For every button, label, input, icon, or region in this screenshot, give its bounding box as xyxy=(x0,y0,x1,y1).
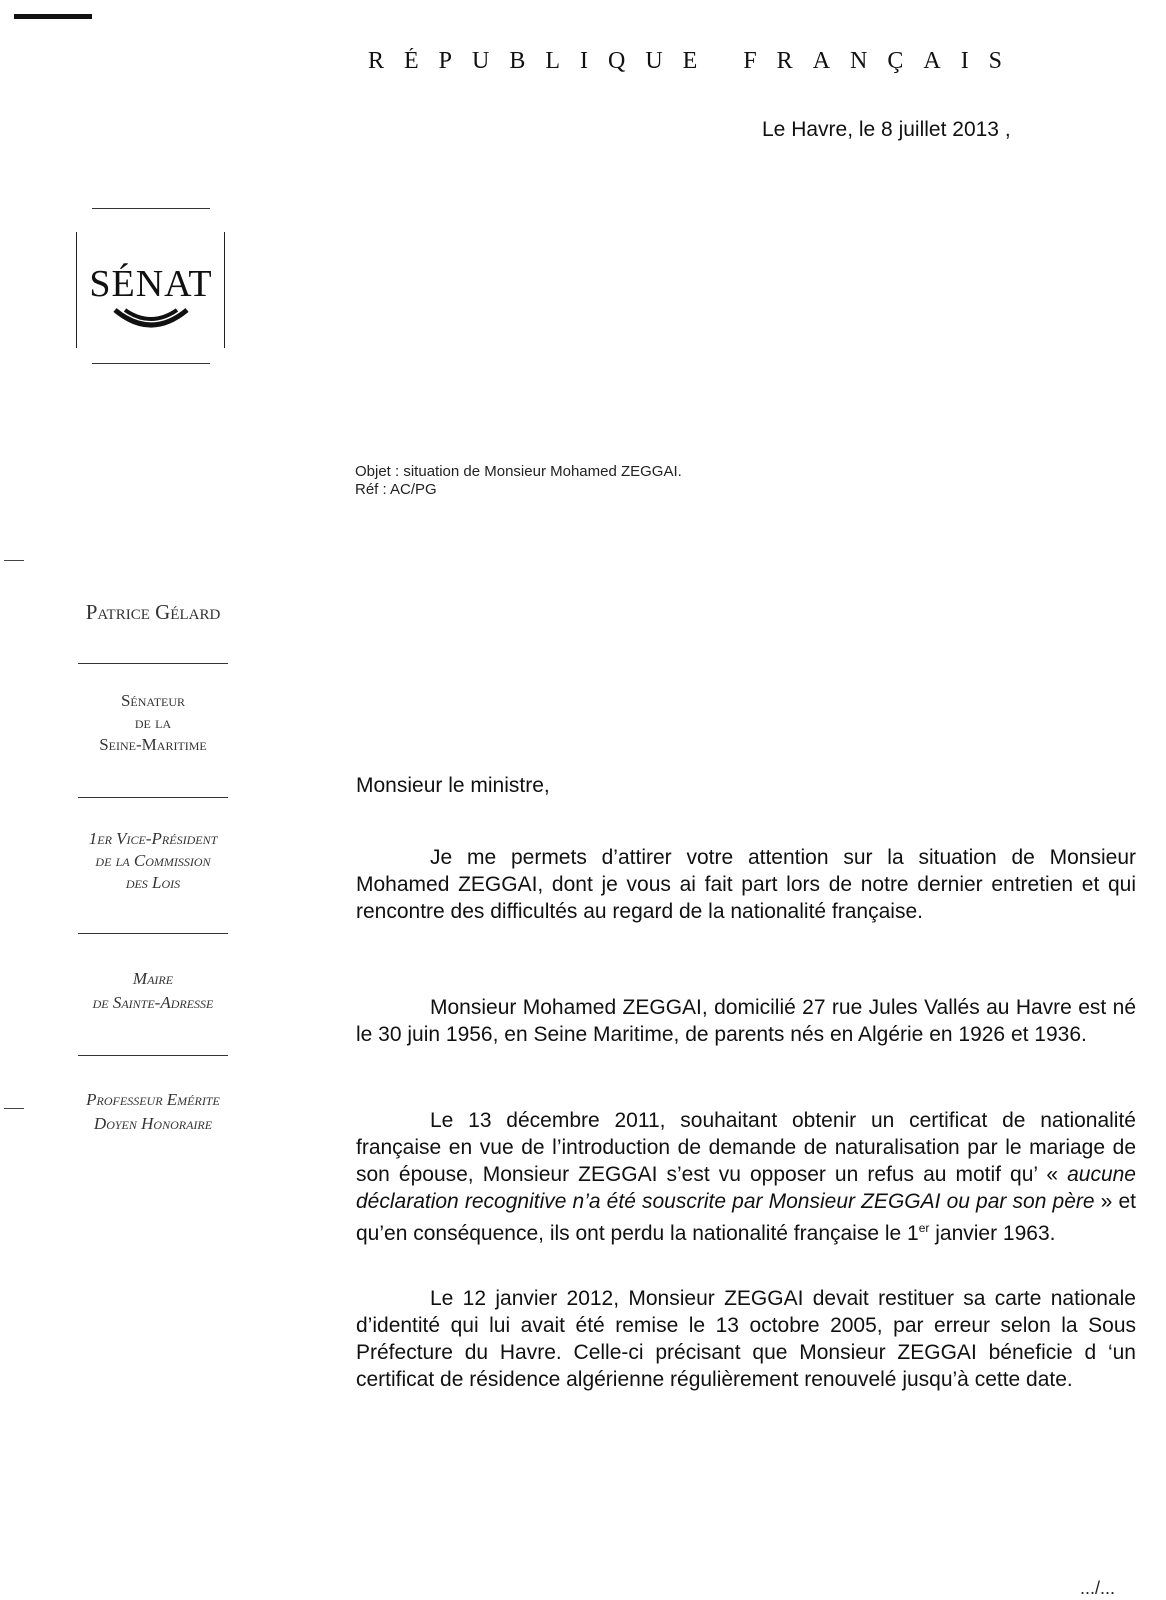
place-date: Le Havre, le 8 juillet 2013 , xyxy=(762,118,1011,141)
paragraph-3-part-a: Le 13 décembre 2011, souhaitant obtenir un certificat de nationalité française en vue de l’introduction de demande de naturalisation par le mariage de son épouse, Monsieur ZEGGAI s’est vu opposer un refus au motif qu’ « xyxy=(356,1109,1136,1186)
paragraph-3-part-b: » et qu’en conséquence, ils ont perdu la nationalité française le 1 xyxy=(356,1190,1136,1245)
sidebar-divider xyxy=(78,933,228,934)
republique-heading: RÉPUBLIQUE FRANÇAIS xyxy=(368,48,1023,74)
logo-bar-left xyxy=(76,232,77,348)
senat-logo xyxy=(74,208,228,368)
paragraph-3 xyxy=(356,1107,1136,1247)
paragraph-2: Monsieur Mohamed ZEGGAI, domicilié 27 rue Jules Vallés au Havre est né le 30 juin 1956, en Seine Maritime, de parents nés en Algérie en 1926 et 1936. xyxy=(356,996,1136,1046)
senator-name: Patrice Gélard xyxy=(85,600,221,624)
logo-bar-right xyxy=(224,232,225,348)
margin-tick xyxy=(4,1108,24,1109)
smile-icon xyxy=(111,306,191,336)
reference-line: Réf : AC/PG xyxy=(355,481,437,498)
title-professeur: Professeur Emérite Doyen Honoraire xyxy=(86,1090,220,1133)
title-vice-president: 1er Vice-Président de la Commission des Lois xyxy=(88,829,218,892)
top-margin-mark xyxy=(14,14,92,19)
title-maire: Maire de Sainte-Adresse xyxy=(92,969,214,1012)
sidebar-divider xyxy=(78,663,228,664)
title-senateur: Sénateur de la Seine-Maritime xyxy=(99,691,207,754)
ordinal-superscript: er xyxy=(918,1221,930,1235)
logo-rule-bottom xyxy=(92,363,210,364)
paragraph-3-quote: aucune déclaration recognitive n’a été souscrite par Monsieur ZEGGAI ou par son père xyxy=(356,1163,1136,1213)
continuation-mark: .../... xyxy=(1080,1578,1116,1598)
logo-rule-top xyxy=(92,208,210,209)
objet-line: Objet : situation de Monsieur Mohamed ZEGGAI. xyxy=(355,463,682,480)
salutation: Monsieur le ministre, xyxy=(356,774,550,797)
logo-word: SÉNAT xyxy=(89,263,213,305)
sidebar-divider xyxy=(78,797,228,798)
sidebar-divider xyxy=(78,1055,228,1056)
objet-block xyxy=(355,463,682,499)
margin-tick xyxy=(4,560,24,561)
paragraph-1: Je me permets d’attirer votre attention sur la situation de Monsieur Mohamed ZEGGAI, dont je vous ai fait part lors de notre dernier entretien et qui rencontre des difficultés au regard de la nationalité française. xyxy=(356,846,1136,923)
paragraph-4: Le 12 janvier 2012, Monsieur ZEGGAI devait restituer sa carte nationale d’identité qui lui avait été remise le 13 octobre 2005, par erreur selon la Sous Préfecture du Havre. Celle-ci précisant que Monsieur ZEGGAI béneficie d ‘un certificat de résidence algérienne régulièrement renouvelé jusqu’à cette date. xyxy=(356,1287,1136,1391)
paragraph-3-part-c: janvier 1963. xyxy=(935,1222,1056,1245)
